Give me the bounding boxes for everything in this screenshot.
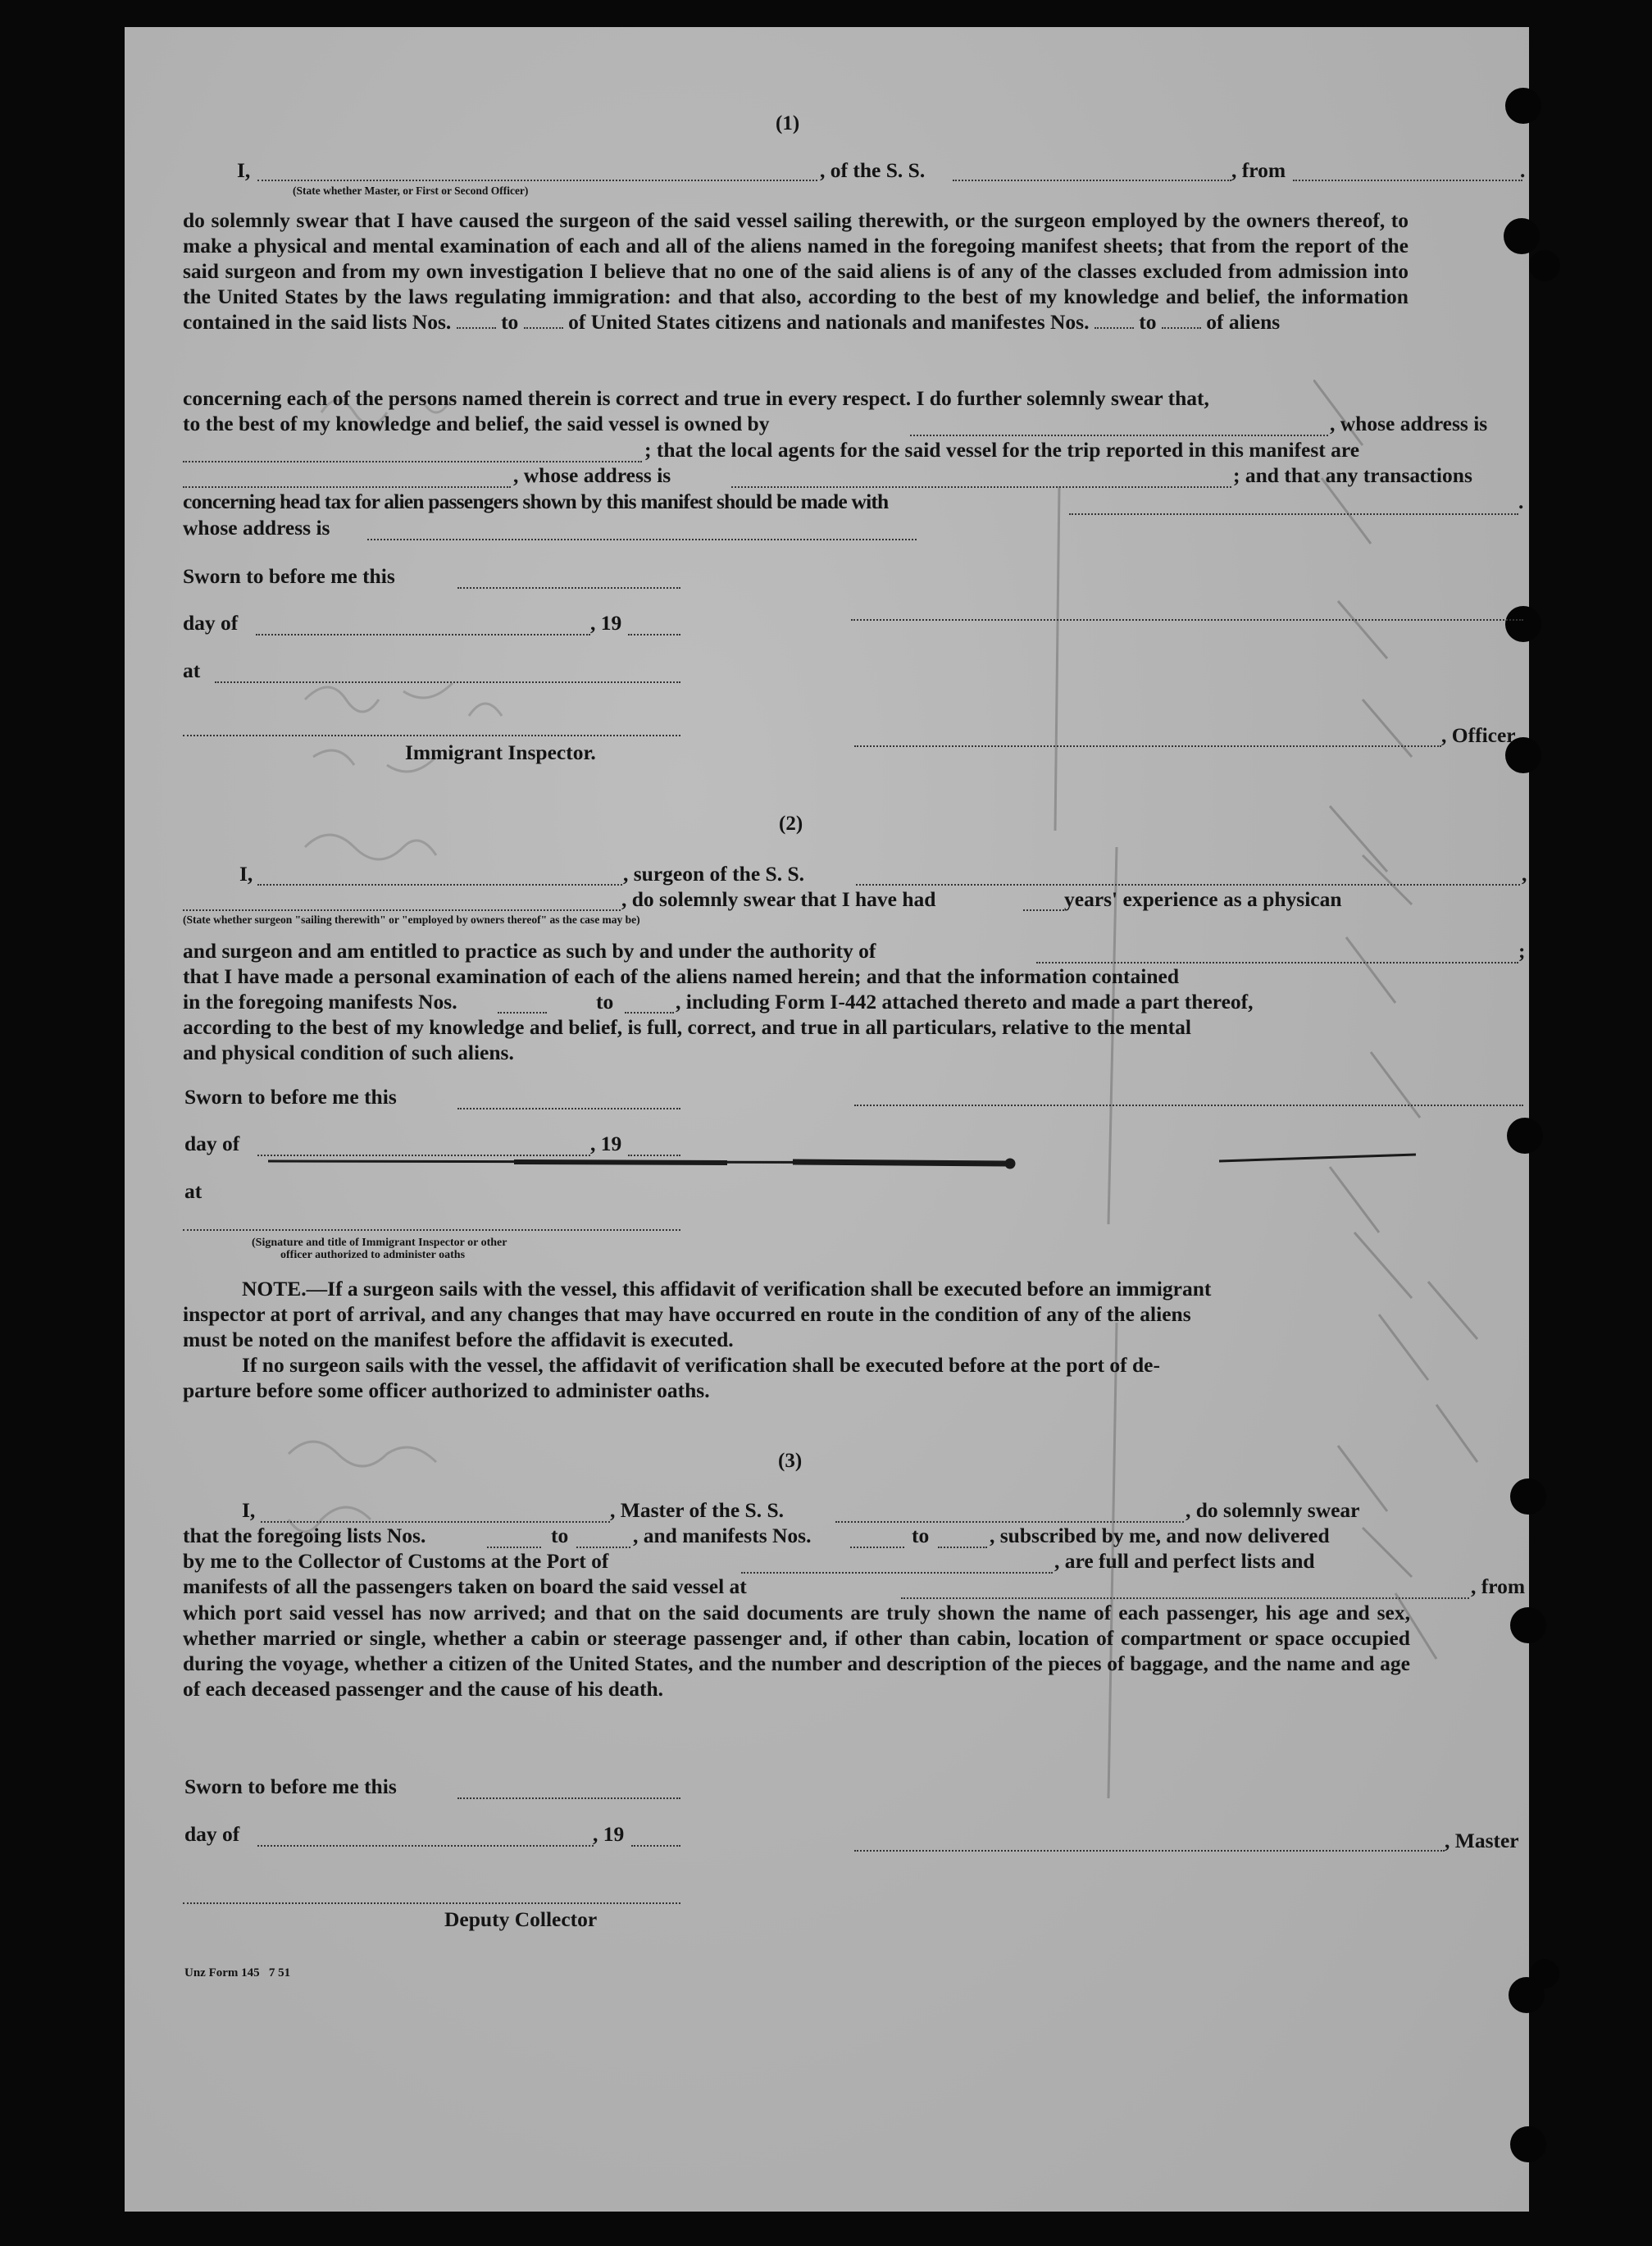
signature-line: [854, 745, 1441, 747]
note-line: NOTE.—If a surgeon sails with the vessel, this affidavit of verification shall be executed before an immigrant: [242, 1277, 1212, 1301]
paragraph-line: , do solemnly swear that I have had: [621, 887, 936, 911]
caption: (State whether surgeon "sailing therewith" or "employed by owners thereof" as the case may be): [183, 913, 640, 926]
paragraph-line: ; and that any transactions: [1233, 463, 1472, 487]
blank-line: [628, 634, 680, 636]
period: .: [1520, 158, 1526, 182]
sworn-label: Sworn to before me this: [184, 1085, 397, 1109]
signature-line: [183, 1902, 680, 1904]
surgeon-label: , surgeon of the S. S.: [623, 862, 805, 886]
from-label: , from: [1231, 158, 1286, 182]
signature-line: [183, 735, 680, 736]
inspector-label: Immigrant Inspector.: [405, 740, 596, 764]
blank-line: [1036, 962, 1518, 964]
blank-line: [367, 539, 917, 540]
note-line: If no surgeon sails with the vessel, the affidavit of verification shall be executed before at the port of de-: [242, 1353, 1160, 1377]
comma: ,: [1522, 862, 1527, 886]
blank-line: [256, 634, 590, 636]
paragraph-line: that the foregoing lists Nos.: [183, 1524, 426, 1547]
blank-line: [856, 884, 1520, 886]
blank-line: [257, 1155, 590, 1156]
blank-line: [576, 1547, 630, 1548]
paragraph-line: and surgeon and am entitled to practice as such by and under the authority of: [183, 939, 876, 963]
vessel-label: , of the S. S.: [820, 158, 926, 182]
paragraph-line: according to the best of my knowledge and belief, is full, correct, and true in all particulars, relative to the mental: [183, 1015, 1192, 1039]
blank-line: [257, 884, 622, 886]
blank-line: [835, 1521, 1184, 1523]
blank-line: [910, 435, 1328, 436]
punch-hole: [1529, 250, 1560, 281]
paragraph-line: and physical condition of such aliens.: [183, 1041, 514, 1064]
form-number: Unz Form 145 7 51: [184, 1966, 291, 1979]
blank-line: [183, 486, 511, 488]
paragraph-line: manifests of all the passengers taken on board the said vessel at: [183, 1574, 747, 1598]
paragraph-line: , do solemnly swear: [1186, 1498, 1360, 1522]
blank-line: [1293, 180, 1522, 181]
blank-line: [741, 1572, 1053, 1574]
paragraph-line: , and manifests Nos.: [633, 1524, 812, 1547]
document-page: [125, 27, 1529, 2212]
day-of-label: day of: [184, 1132, 240, 1155]
affiant-label: I,: [237, 158, 251, 182]
blank-line: [183, 461, 642, 462]
paragraph-line: concerning each of the persons named therein is correct and true in every respect. I do further solemnly swear that,: [183, 386, 1209, 410]
blank-line: [457, 587, 680, 589]
blank-line: [901, 1597, 1469, 1599]
at-label: at: [184, 1179, 203, 1203]
section-number: (3): [778, 1450, 803, 1472]
note-line: inspector at port of arrival, and any changes that may have occurred en route in the condition of any of the aliens: [183, 1302, 1191, 1326]
deputy-collector-label: Deputy Collector: [444, 1907, 598, 1931]
affiant-label: I,: [242, 1498, 256, 1522]
blank-line: [498, 1012, 547, 1014]
blank-line: [183, 909, 621, 911]
at-label: at: [183, 658, 201, 682]
blank-line: [215, 681, 680, 683]
signature-line: [854, 1105, 1523, 1106]
sworn-label: Sworn to before me this: [183, 564, 395, 588]
blank-line: [953, 180, 1231, 181]
paragraph-line: to: [551, 1524, 569, 1547]
year-label: , 19: [590, 611, 622, 635]
paragraph-line: years' experience as a physican: [1064, 887, 1342, 911]
signature-line: [851, 619, 1523, 621]
blank-line: [850, 1547, 904, 1548]
section-number: (1): [776, 112, 800, 134]
blank-line: [457, 1797, 680, 1799]
paragraph-line: , subscribed by me, and now delivered: [990, 1524, 1330, 1547]
blank-line: [261, 1521, 610, 1523]
paragraph-line: that I have made a personal examination of each of the aliens named herein; and that the information contained: [183, 964, 1180, 988]
affiant-label: I,: [239, 862, 253, 886]
year-label: , 19: [593, 1822, 625, 1846]
period: .: [1518, 490, 1524, 513]
note-line: must be noted on the manifest before the affidavit is executed.: [183, 1328, 734, 1351]
address-label: , whose address is: [513, 463, 671, 487]
signature-line: [183, 1229, 680, 1231]
paragraph-line: , including Form I-442 attached thereto and made a part thereof,: [676, 990, 1254, 1014]
paragraph-line: to the best of my knowledge and belief, the said vessel is owned by: [183, 412, 770, 435]
paragraph-line: , are full and perfect lists and: [1054, 1549, 1315, 1573]
blank-line: [257, 180, 817, 181]
sworn-label: Sworn to before me this: [184, 1774, 397, 1798]
blank-line: [1023, 909, 1064, 911]
paragraph-line: by me to the Collector of Customs at the Port of: [183, 1549, 609, 1573]
blank-line: [628, 1155, 680, 1156]
address-label: , whose address is: [1330, 412, 1488, 435]
master-signature-label: , Master: [1445, 1829, 1519, 1852]
semicolon: ;: [1518, 939, 1526, 963]
caption: (State whether Master, or First or Second Officer): [293, 185, 529, 197]
blank-line: [487, 1547, 541, 1548]
signature-caption: (Signature and title of Immigrant Inspector or other: [252, 1237, 507, 1249]
section-number: (2): [779, 813, 803, 835]
paragraph-line: to: [596, 990, 614, 1014]
year-label: , 19: [590, 1132, 622, 1155]
paragraph-line: concerning head tax for alien passengers shown by this manifest should be made with: [183, 490, 889, 513]
note-line: parture before some officer authorized to administer oaths.: [183, 1378, 710, 1402]
blank-line: [731, 486, 1231, 488]
officer-label: , Officer: [1441, 723, 1516, 747]
master-label: , Master of the S. S.: [610, 1498, 785, 1522]
blank-line: [1069, 513, 1518, 515]
day-of-label: day of: [184, 1822, 240, 1846]
paragraph-line: in the foregoing manifests Nos.: [183, 990, 457, 1014]
blank-line: [457, 1108, 680, 1109]
blank-line: [625, 1012, 674, 1014]
oath-paragraph: do solemnly swear that I have caused the surgeon of the said vessel sailing therewith, or the surgeon employed by the owners thereof, to make a physical and mental examination of each and all of the aliens named in the foregoing manifest sheets; that from the report of the said surgeon and from my own investigation I believe that no one of the said aliens is of any of the classes excluded from admission into the United States by the laws regulating immigration: and that also, according to the best of my knowledge and belief, the information contained in the said lists Nos. to of United States citizens and nationals and manifestes Nos. to of aliens: [183, 208, 1409, 334]
oath-paragraph: which port said vessel has now arrived; and that on the said documents are truly shown the name of each passenger, his age and sex, whether married or single, whether a cabin or steerage passenger and, if other than cabin, location of compartment or space occupied during the voyage, whether a citizen of the United States, and the number and description of the pieces of baggage, and the name and age of each deceased passenger and the cause of his death.: [183, 1601, 1410, 1701]
address-label: whose address is: [183, 516, 330, 540]
day-of-label: day of: [183, 611, 239, 635]
paragraph-line: , from: [1471, 1574, 1526, 1598]
paragraph-line: to: [912, 1524, 930, 1547]
signature-line: [854, 1850, 1445, 1852]
blank-line: [631, 1845, 680, 1847]
blank-line: [938, 1547, 987, 1548]
blank-line: [257, 1845, 594, 1847]
paragraph-line: ; that the local agents for the said vessel for the trip reported in this manifest are: [644, 438, 1360, 462]
signature-caption: officer authorized to administer oaths: [280, 1249, 466, 1261]
